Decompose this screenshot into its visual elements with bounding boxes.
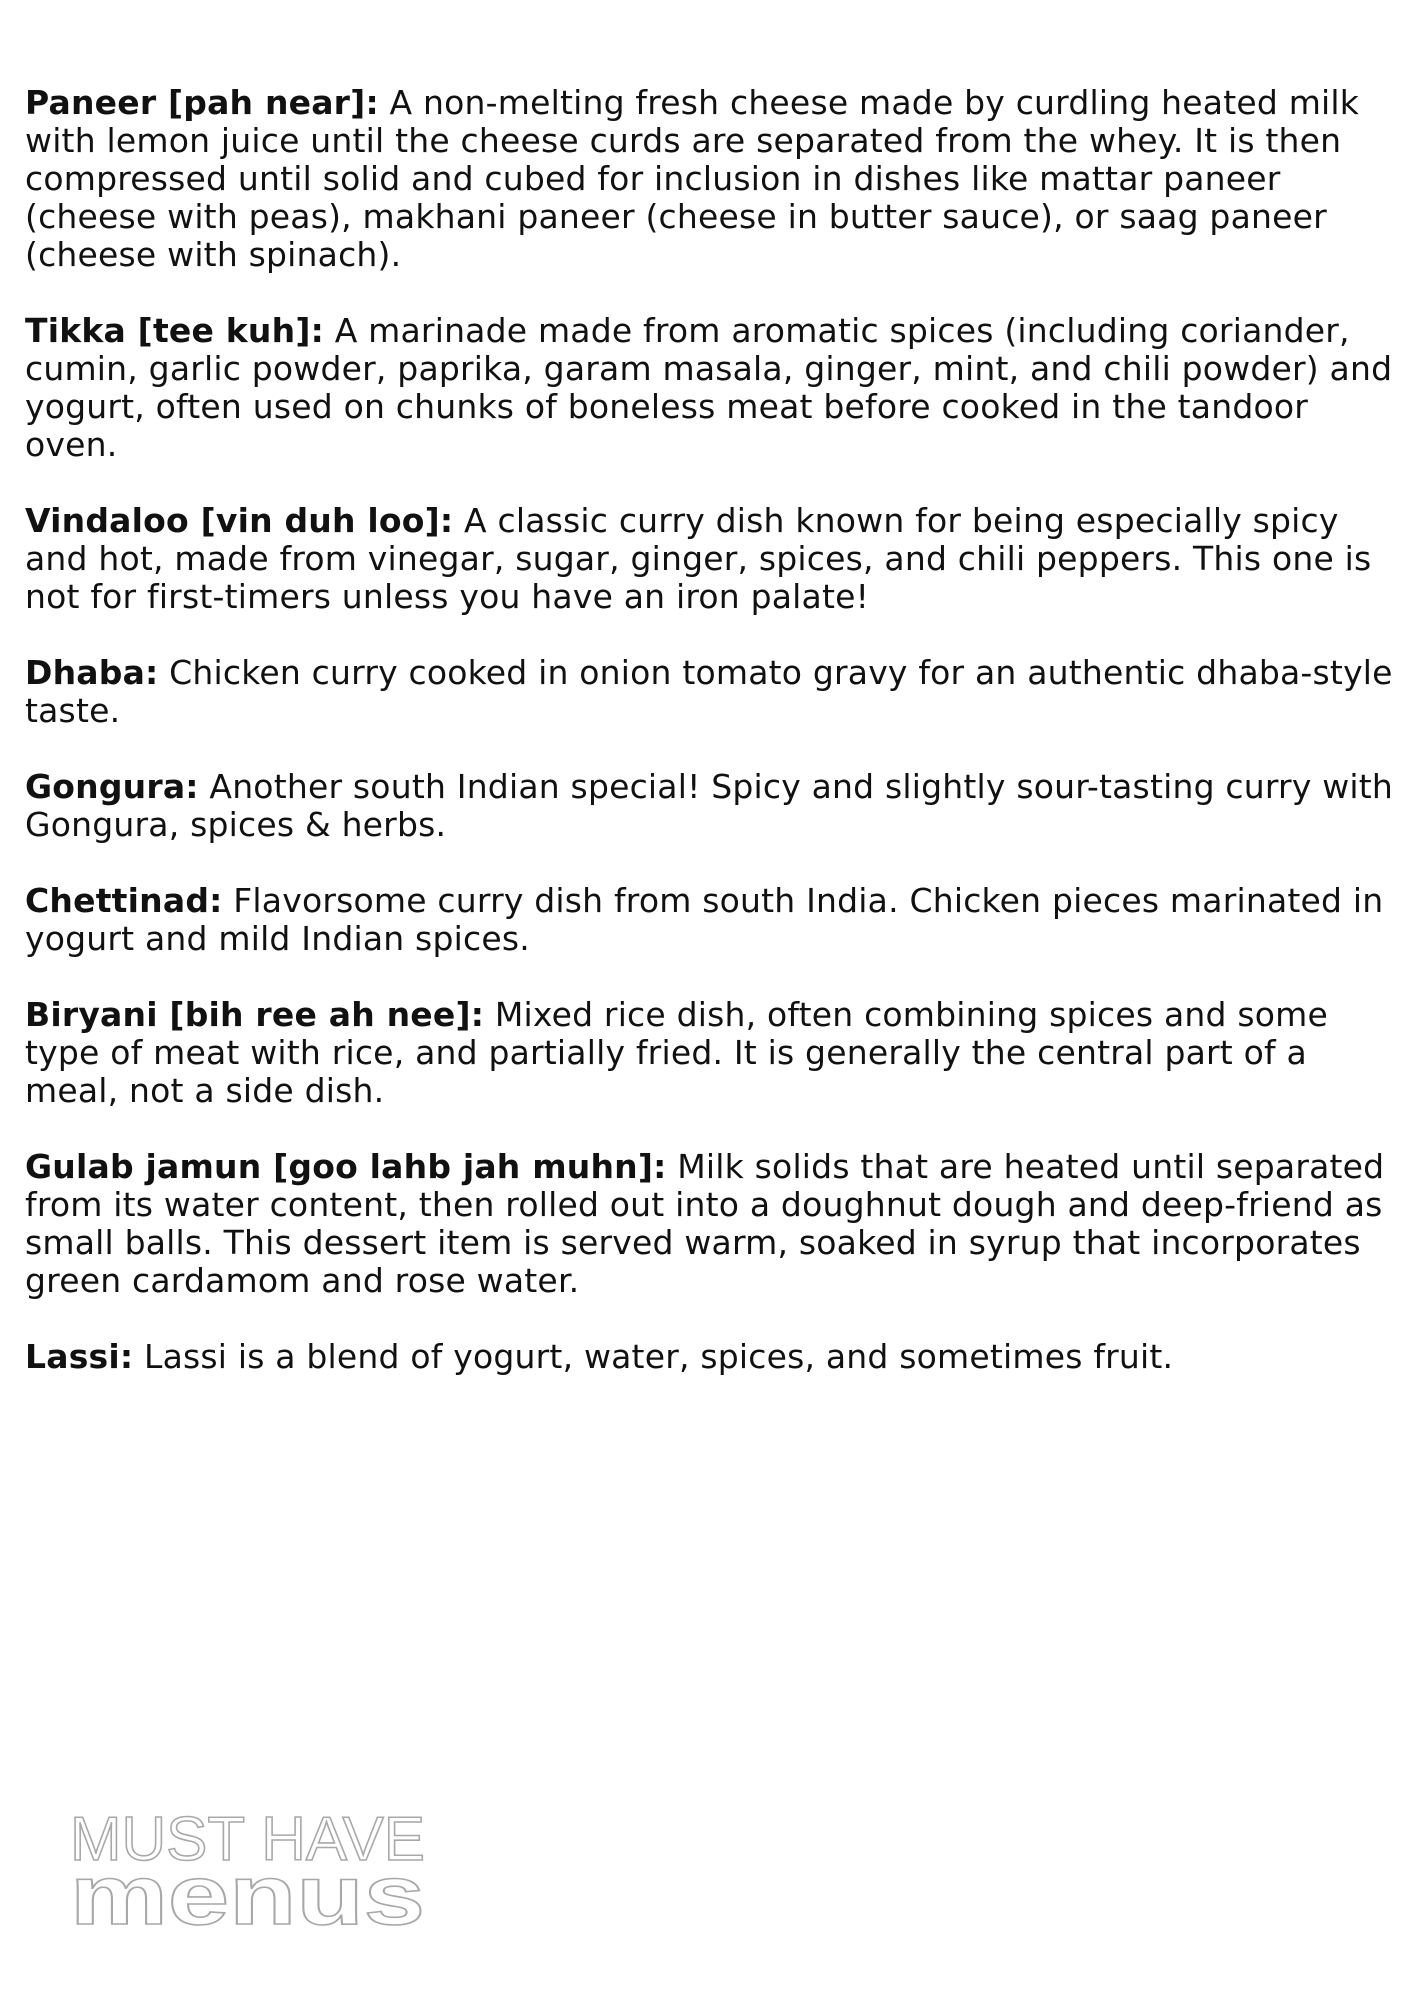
entry-description: Mixed rice dish, often combining spices and some type of meat with rice, and partially fried. It is generally the central part of a meal, not a side dish. <box>25 995 1328 1110</box>
entry-term: Vindaloo [vin duh loo]: <box>25 501 454 540</box>
glossary <box>25 84 1395 1414</box>
glossary-entry-tikka <box>25 312 1395 464</box>
entry-description: Milk solids that are heated until separated from its water content, then rolled out into a doughnut dough and deep-friend as small balls. This dessert item is served warm, soaked in syrup that incorporates green cardamom and rose water. <box>25 1147 1385 1300</box>
entry-description: A non-melting fresh cheese made by curdling heated milk with lemon juice until the cheese curds are separated from the whey. It is then compressed until solid and cubed for inclusion in dishes like mattar paneer (cheese with peas), makhani paneer (cheese in butter sauce), or saag paneer (cheese with spinach). <box>25 83 1360 274</box>
logo-line-2: menus <box>70 1848 425 1934</box>
must-have-menus-logo <box>70 1804 430 1934</box>
logo-line-1: MUST HAVE <box>70 1805 425 1874</box>
glossary-entry-lassi <box>25 1338 1395 1376</box>
glossary-entry-gulab-jamun <box>25 1148 1395 1300</box>
entry-description: Flavorsome curry dish from south India. Chicken pieces marinated in yogurt and mild Indian spices. <box>25 881 1384 958</box>
entry-term: Paneer [pah near]: <box>25 83 379 122</box>
entry-description: A marinade made from aromatic spices (including coriander, cumin, garlic powder, paprika, garam masala, ginger, mint, and chili powder) and yogurt, often used on chunks of boneless meat before cooked in the tandoor oven. <box>25 311 1393 464</box>
entry-description: Another south Indian special! Spicy and slightly sour-tasting curry with Gongura, spices & herbs. <box>25 767 1394 844</box>
glossary-entry-gongura <box>25 768 1395 844</box>
glossary-entry-paneer <box>25 84 1395 274</box>
entry-term: Dhaba: <box>25 653 159 692</box>
glossary-entry-chettinad <box>25 882 1395 958</box>
entry-term: Gulab jamun [goo lahb jah muhn]: <box>25 1147 667 1186</box>
entry-description: Lassi is a blend of yogurt, water, spices, and sometimes fruit. <box>144 1337 1174 1376</box>
entry-description: Chicken curry cooked in onion tomato gravy for an authentic dhaba-style taste. <box>25 653 1393 730</box>
entry-description: A classic curry dish known for being especially spicy and hot, made from vinegar, sugar, ginger, spices, and chili peppers. This one is not for first-timers unless you have an iron palate! <box>25 501 1372 616</box>
entry-term: Biryani [bih ree ah nee]: <box>25 995 485 1034</box>
entry-term: Gongura: <box>25 767 199 806</box>
entry-term: Chettinad: <box>25 881 223 920</box>
glossary-entry-biryani <box>25 996 1395 1110</box>
glossary-entry-dhaba <box>25 654 1395 730</box>
entry-term: Lassi: <box>25 1337 134 1376</box>
glossary-entry-vindaloo <box>25 502 1395 616</box>
entry-term: Tikka [tee kuh]: <box>25 311 324 350</box>
